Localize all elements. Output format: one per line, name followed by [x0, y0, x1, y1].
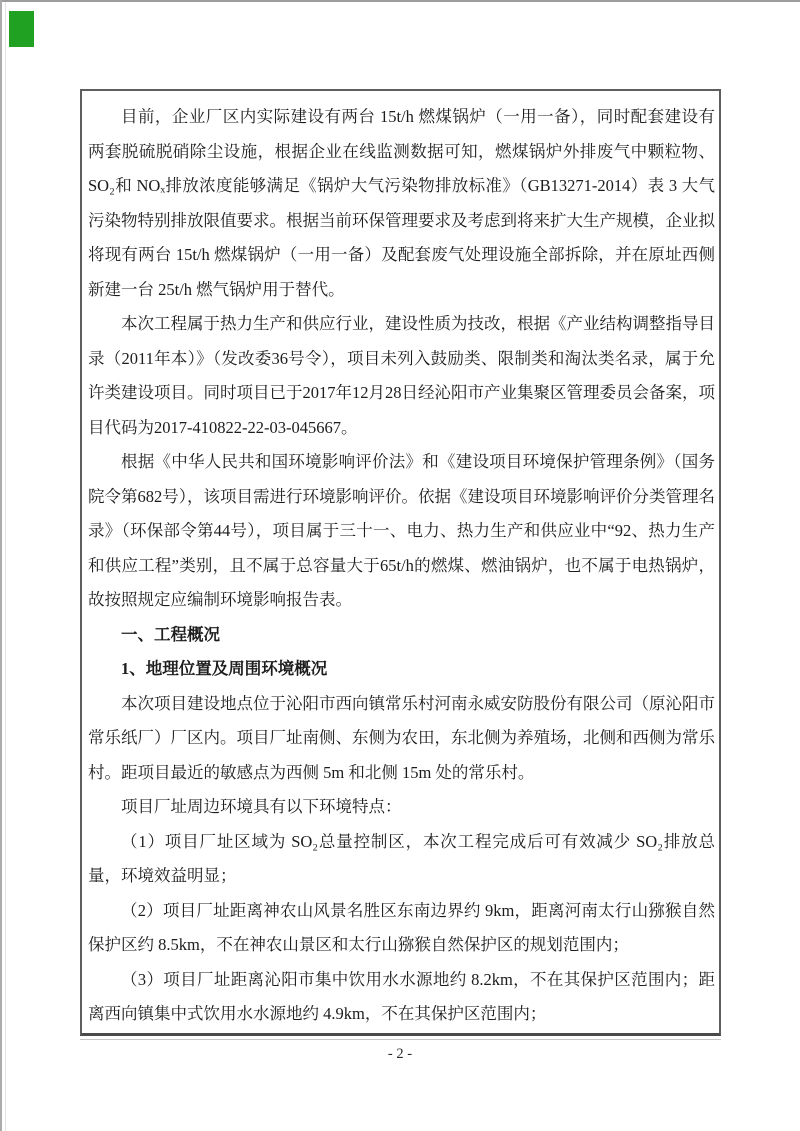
document-content-cell	[80, 89, 721, 1036]
paragraph-feature-2: （2）项目厂址距离神农山风景名胜区东南边界约 9km，距离河南太行山猕猴自然保护区约 8.5km，不在神农山景区和太行山猕猴自然保护区的规划范围内；	[88, 900, 715, 954]
page-left-inner-edge-line	[5, 2, 6, 1131]
page-left-edge-line	[0, 0, 2, 1131]
section-heading-project-overview: 一、工程概况	[121, 624, 220, 644]
paragraph-industry-classification: 本次工程属于热力生产和供应行业，建设性质为技改，根据《产业结构调整指导目录（2011年本）》（发改委36号令），项目未列入鼓励类、限制类和淘汰类名录，属于允许类建设项目。同时项目已于2017年12月28日经沁阳市产业集聚区管理委员会备案，项目代码为2017-410822-22-03-045667。	[88, 314, 715, 437]
content-cell-bottom-shadow-line	[80, 1039, 721, 1040]
paragraph-existing-boilers: 目前，企业厂区内实际建设有两台 15t/h 燃煤锅炉（一用一备），同时配套建设有两套脱硫脱硝除尘设施，根据企业在线监测数据可知，燃煤锅炉外排废气中颗粒物、SO₂和 NOₓ排放浓度能够满足《锅炉大气污染物排放标准》（GB13271-2014）表 3 大气污染物特别排放限值要求。根据当前环保管理要求及考虑到将来扩大生产规模，企业拟将现有两台 15t/h 燃煤锅炉（一用一备）及配套废气处理设施全部拆除，并在原址西侧新建一台 25t/h 燃气锅炉用于替代。	[88, 107, 715, 299]
subsection-heading-location: 1、地理位置及周围环境概况	[121, 659, 328, 678]
paragraph-feature-1: （1）项目厂址区域为 SO₂总量控制区，本次工程完成后可有效减少 SO₂排放总量，环境效益明显；	[88, 831, 715, 885]
paragraph-site-location: 本次项目建设地点位于沁阳市西向镇常乐村河南永威安防股份有限公司（原沁阳市常乐纸厂）厂区内。项目厂址南侧、东侧为农田，东北侧为养殖场，北侧和西侧为常乐村。距项目最近的敏感点为西侧 5m 和北侧 15m 处的常乐村。	[88, 693, 715, 782]
paragraph-eia-requirement: 根据《中华人民共和国环境影响评价法》和《建设项目环境保护管理条例》（国务院令第682号），该项目需进行环境影响评价。依据《建设项目环境影响评价分类管理名录》（环保部令第44号），项目属于三十一、电力、热力生产和供应业中“92、热力生产和供应工程”类别，且不属于总容量大于65t/h的燃煤、燃油锅炉，也不属于电热锅炉，故按照规定应编制环境影响报告表。	[88, 452, 715, 609]
green-marker	[9, 11, 34, 47]
page-top-edge-line	[0, 0, 800, 2]
paragraph-feature-3: （3）项目厂址距离沁阳市集中饮用水水源地约 8.2km，不在其保护区范围内；距离西向镇集中式饮用水水源地约 4.9km，不在其保护区范围内；	[88, 969, 715, 1023]
page-number: - 2 -	[387, 1046, 413, 1062]
paragraph-surroundings-intro: 项目厂址周边环境具有以下环境特点：	[121, 797, 402, 816]
